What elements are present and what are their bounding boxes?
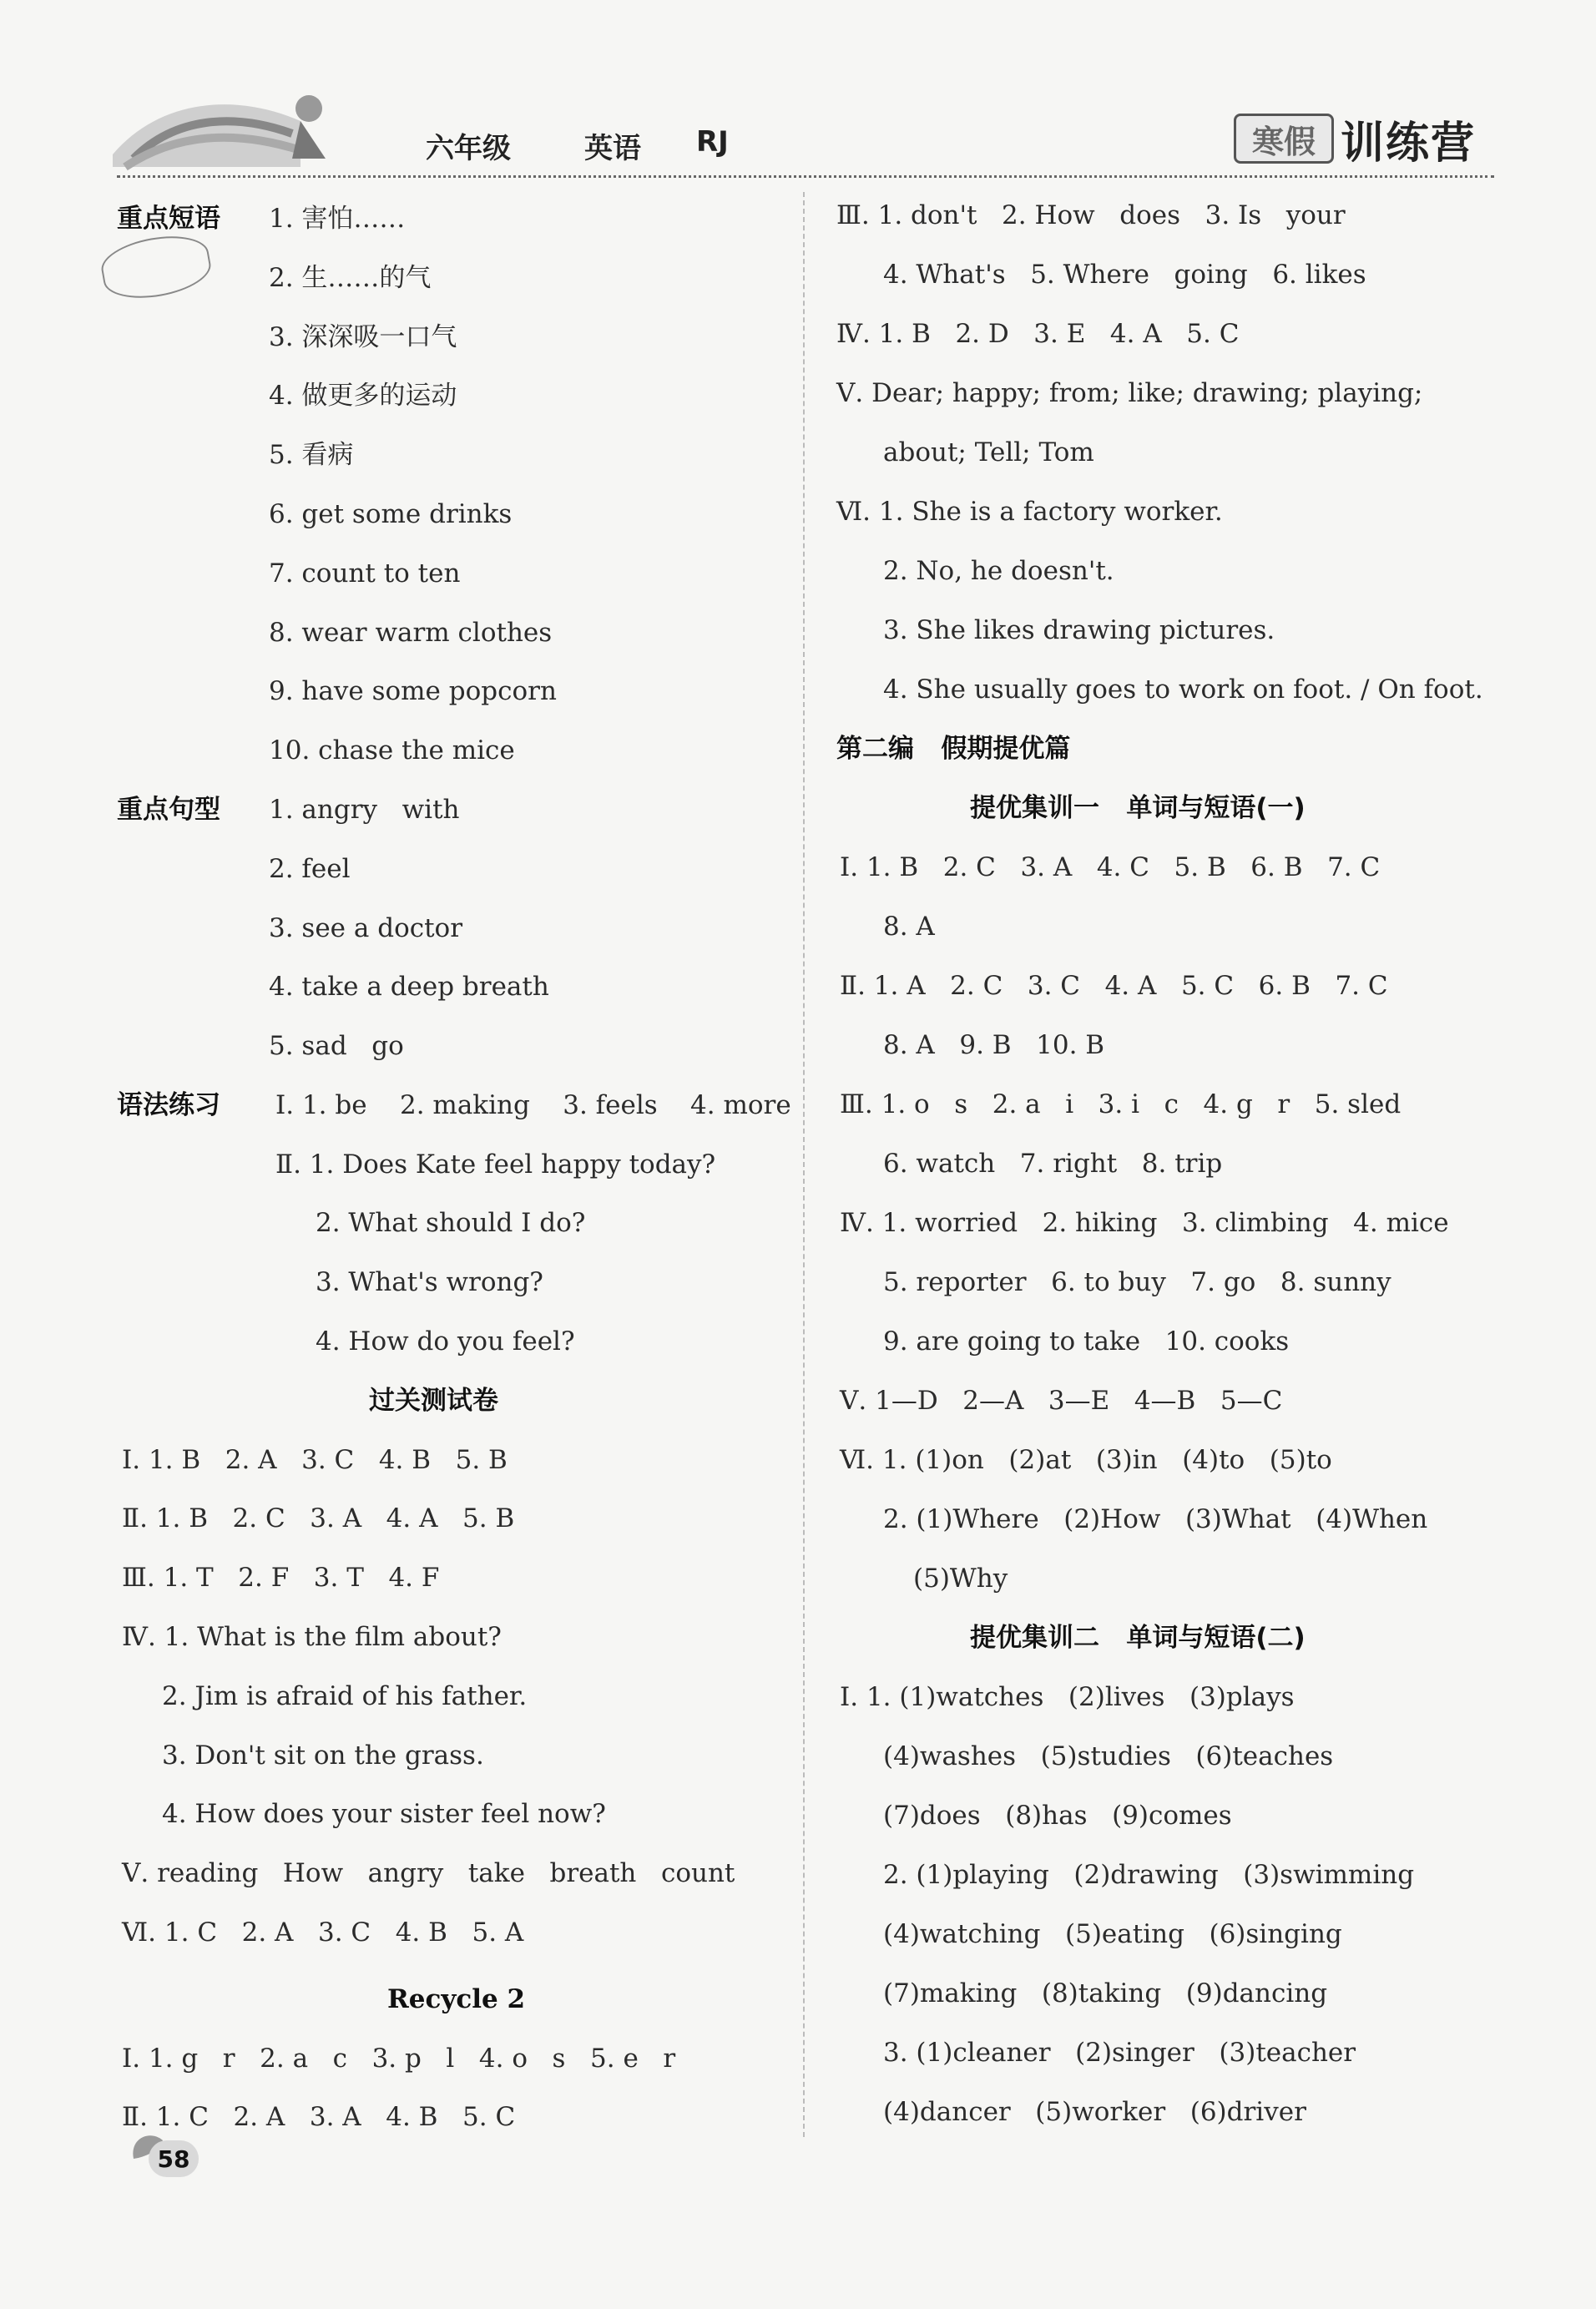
list-item: Ⅵ. 1. (1)on (2)at (3)in (4)to (5)to	[840, 1445, 1332, 1475]
list-item: (5)Why	[913, 1564, 1008, 1594]
list-item: 8. A	[883, 912, 935, 942]
test-title: 过关测试卷	[369, 1386, 498, 1416]
list-item: 6. get some drinks	[269, 499, 513, 529]
stamp-decoration	[98, 229, 215, 306]
list-item: 3. What's wrong?	[316, 1267, 543, 1297]
list-item: 9. are going to take 10. cooks	[883, 1326, 1290, 1357]
list-item: (4)dancer (5)worker (6)driver	[883, 2097, 1306, 2127]
brand-text: 训练营	[1341, 118, 1477, 169]
list-item: 2. (1)Where (2)How (3)What (4)When	[883, 1504, 1428, 1534]
list-item: Ⅲ. 1. T 2. F 3. T 4. F	[122, 1563, 440, 1593]
subject-label: 英语	[584, 132, 641, 165]
list-item: 3. 深深吸一口气	[269, 322, 457, 352]
list-item: 2. What should I do?	[316, 1208, 586, 1238]
list-item: Ⅱ. 1. C 2. A 3. A 4. B 5. C	[122, 2102, 516, 2132]
list-item: 2. (1)playing (2)drawing (3)swimming	[883, 1860, 1415, 1890]
list-item: 4. How does your sister feel now?	[162, 1799, 606, 1829]
list-item: Ⅰ. 1. B 2. C 3. A 4. C 5. B 6. B 7. C	[840, 852, 1381, 882]
page-number-badge	[125, 2125, 200, 2184]
set2-title: 提优集训二 单词与短语(二)	[970, 1623, 1306, 1653]
list-item: Ⅲ. 1. don't 2. How does 3. Is your	[836, 200, 1346, 230]
list-item: 5. 看病	[269, 440, 354, 470]
list-item: 1. angry with	[269, 795, 460, 825]
list-item: 2. Jim is afraid of his father.	[162, 1681, 528, 1711]
list-item: Ⅳ. 1. What is the film about?	[122, 1622, 502, 1652]
list-item: Ⅲ. 1. o s 2. a i 3. i c 4. g r 5. sled	[840, 1089, 1402, 1119]
list-item: Ⅰ. 1. (1)watches (2)lives (3)plays	[840, 1682, 1295, 1712]
set1-title: 提优集训一 单词与短语(一)	[970, 793, 1306, 823]
list-item: Ⅰ. 1. B 2. A 3. C 4. B 5. B	[122, 1445, 508, 1475]
list-item: 7. count to ten	[269, 558, 461, 589]
list-item: 5. sad go	[269, 1031, 404, 1061]
page-number: 58	[149, 2140, 199, 2177]
list-item: 4. take a deep breath	[269, 972, 549, 1002]
list-item: Ⅳ. 1. worried 2. hiking 3. climbing 4. mice	[840, 1208, 1449, 1238]
recycle-title: Recycle 2	[387, 1984, 526, 2014]
list-item: 3. Don't sit on the grass.	[162, 1741, 484, 1771]
edition-label: RJ	[696, 125, 729, 159]
list-item: 8. wear warm clothes	[269, 618, 553, 648]
list-item: 2. 生……的气	[269, 263, 432, 293]
list-item: 1. 害怕……	[269, 204, 406, 234]
part-title: 第二编 假期提优篇	[836, 734, 1071, 764]
list-item: 3. (1)cleaner (2)singer (3)teacher	[883, 2038, 1356, 2068]
phrases-label: 重点短语	[117, 204, 220, 234]
list-item: Ⅰ. 1. be 2. making 3. feels 4. more	[275, 1090, 791, 1120]
list-item: Ⅱ. 1. B 2. C 3. A 4. A 5. B	[122, 1503, 515, 1533]
column-divider	[803, 192, 805, 2137]
list-item: 2. No, he doesn't.	[883, 556, 1114, 586]
list-item: 2. feel	[269, 854, 351, 884]
brand-logo	[1234, 109, 1476, 169]
list-item: (4)washes (5)studies (6)teaches	[883, 1741, 1334, 1771]
list-item: Ⅵ. 1. She is a factory worker.	[836, 497, 1223, 527]
list-item: Ⅰ. 1. g r 2. a c 3. p l 4. o s 5. e r	[122, 2044, 676, 2074]
list-item: 4. How do you feel?	[316, 1326, 575, 1357]
list-item: Ⅱ. 1. A 2. C 3. C 4. A 5. C 6. B 7. C	[840, 971, 1388, 1001]
list-item: Ⅴ. 1—D 2—A 3—E 4—B 5—C	[840, 1386, 1283, 1416]
list-item: Ⅳ. 1. B 2. D 3. E 4. A 5. C	[836, 319, 1240, 349]
list-item: 4. She usually goes to work on foot. / On foot.	[883, 675, 1483, 705]
list-item: about; Tell; Tom	[883, 437, 1094, 467]
list-item: 4. 做更多的运动	[269, 381, 457, 411]
list-item: 3. She likes drawing pictures.	[883, 615, 1275, 645]
list-item: Ⅱ. 1. Does Kate feel happy today?	[275, 1149, 716, 1180]
list-item: 3. see a doctor	[269, 913, 463, 943]
header-rule	[117, 175, 1494, 178]
list-item: 10. chase the mice	[269, 735, 515, 765]
list-item: Ⅵ. 1. C 2. A 3. C 4. B 5. A	[122, 1917, 524, 1948]
list-item: Ⅴ. Dear; happy; from; like; drawing; playing;	[836, 378, 1423, 408]
list-item: (4)watching (5)eating (6)singing	[883, 1919, 1342, 1949]
grammar-label: 语法练习	[117, 1090, 220, 1120]
list-item: 6. watch 7. right 8. trip	[883, 1149, 1223, 1179]
list-item: (7)making (8)taking (9)dancing	[883, 1978, 1328, 2008]
list-item: 4. What's 5. Where going 6. likes	[883, 260, 1366, 290]
header-illustration	[109, 75, 351, 175]
list-item: 8. A 9. B 10. B	[883, 1030, 1105, 1060]
list-item: (7)does (8)has (9)comes	[883, 1801, 1232, 1831]
grade-label: 六年级	[426, 132, 511, 165]
list-item: 5. reporter 6. to buy 7. go 8. sunny	[883, 1267, 1391, 1297]
list-item: Ⅴ. reading How angry take breath count	[122, 1858, 735, 1888]
sentences-label: 重点句型	[117, 795, 220, 825]
brand-box: 寒假	[1234, 114, 1334, 164]
list-item: 9. have some popcorn	[269, 676, 557, 706]
